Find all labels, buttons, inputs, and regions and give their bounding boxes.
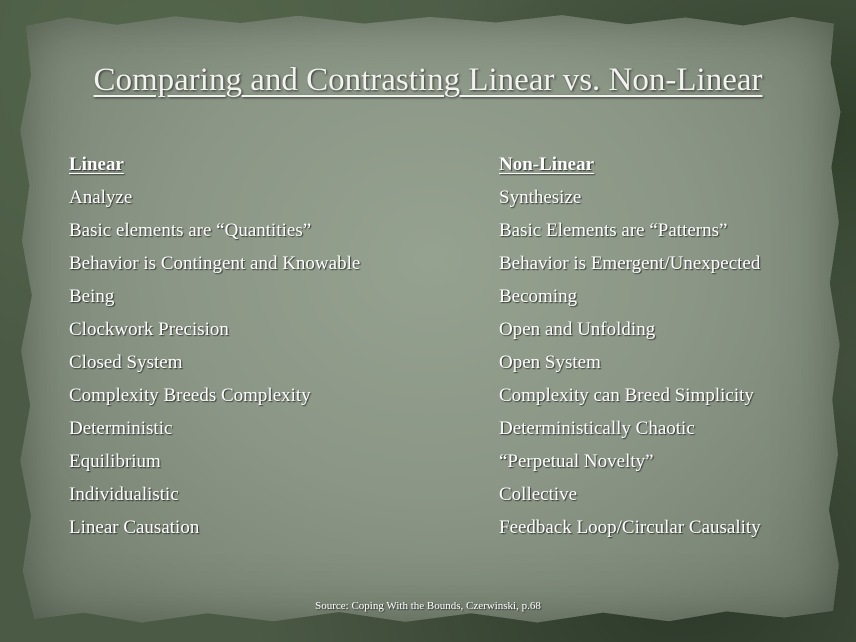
non-linear-item: “Perpetual Novelty”	[499, 451, 654, 472]
linear-item: Clockwork Precision	[69, 319, 229, 340]
non-linear-item: Feedback Loop/Circular Causality	[499, 517, 761, 538]
non-linear-item: Becoming	[499, 286, 578, 307]
linear-item: Analyze	[69, 187, 133, 208]
linear-item: Behavior is Contingent and Knowable	[69, 253, 361, 274]
linear-item: Linear Causation	[69, 517, 200, 538]
linear-item: Closed System	[69, 352, 183, 373]
non-linear-heading: Non-Linear	[499, 154, 594, 175]
linear-item: Deterministic	[69, 418, 173, 439]
non-linear-item: Collective	[499, 484, 578, 505]
linear-item: Basic elements are “Quantities”	[69, 220, 312, 241]
non-linear-item: Synthesize	[499, 187, 582, 208]
non-linear-item: Basic Elements are “Patterns”	[499, 220, 728, 241]
non-linear-column	[499, 148, 839, 544]
slide-title: Comparing and Contrasting Linear vs. Non-Linear	[93, 62, 763, 98]
linear-item: Equilibrium	[69, 451, 161, 472]
linear-heading: Linear	[69, 154, 124, 175]
linear-item: Individualistic	[69, 484, 179, 505]
non-linear-item: Behavior is Emergent/Unexpected	[499, 253, 761, 274]
linear-item: Being	[69, 286, 115, 307]
non-linear-item: Open System	[499, 352, 601, 373]
linear-item: Complexity Breeds Complexity	[69, 385, 311, 406]
source-citation: Source: Coping With the Bounds, Czerwinski, p.68	[315, 600, 541, 612]
linear-column	[69, 148, 469, 544]
non-linear-item: Deterministically Chaotic	[499, 418, 695, 439]
non-linear-item: Complexity can Breed Simplicity	[499, 385, 754, 406]
non-linear-item: Open and Unfolding	[499, 319, 656, 340]
